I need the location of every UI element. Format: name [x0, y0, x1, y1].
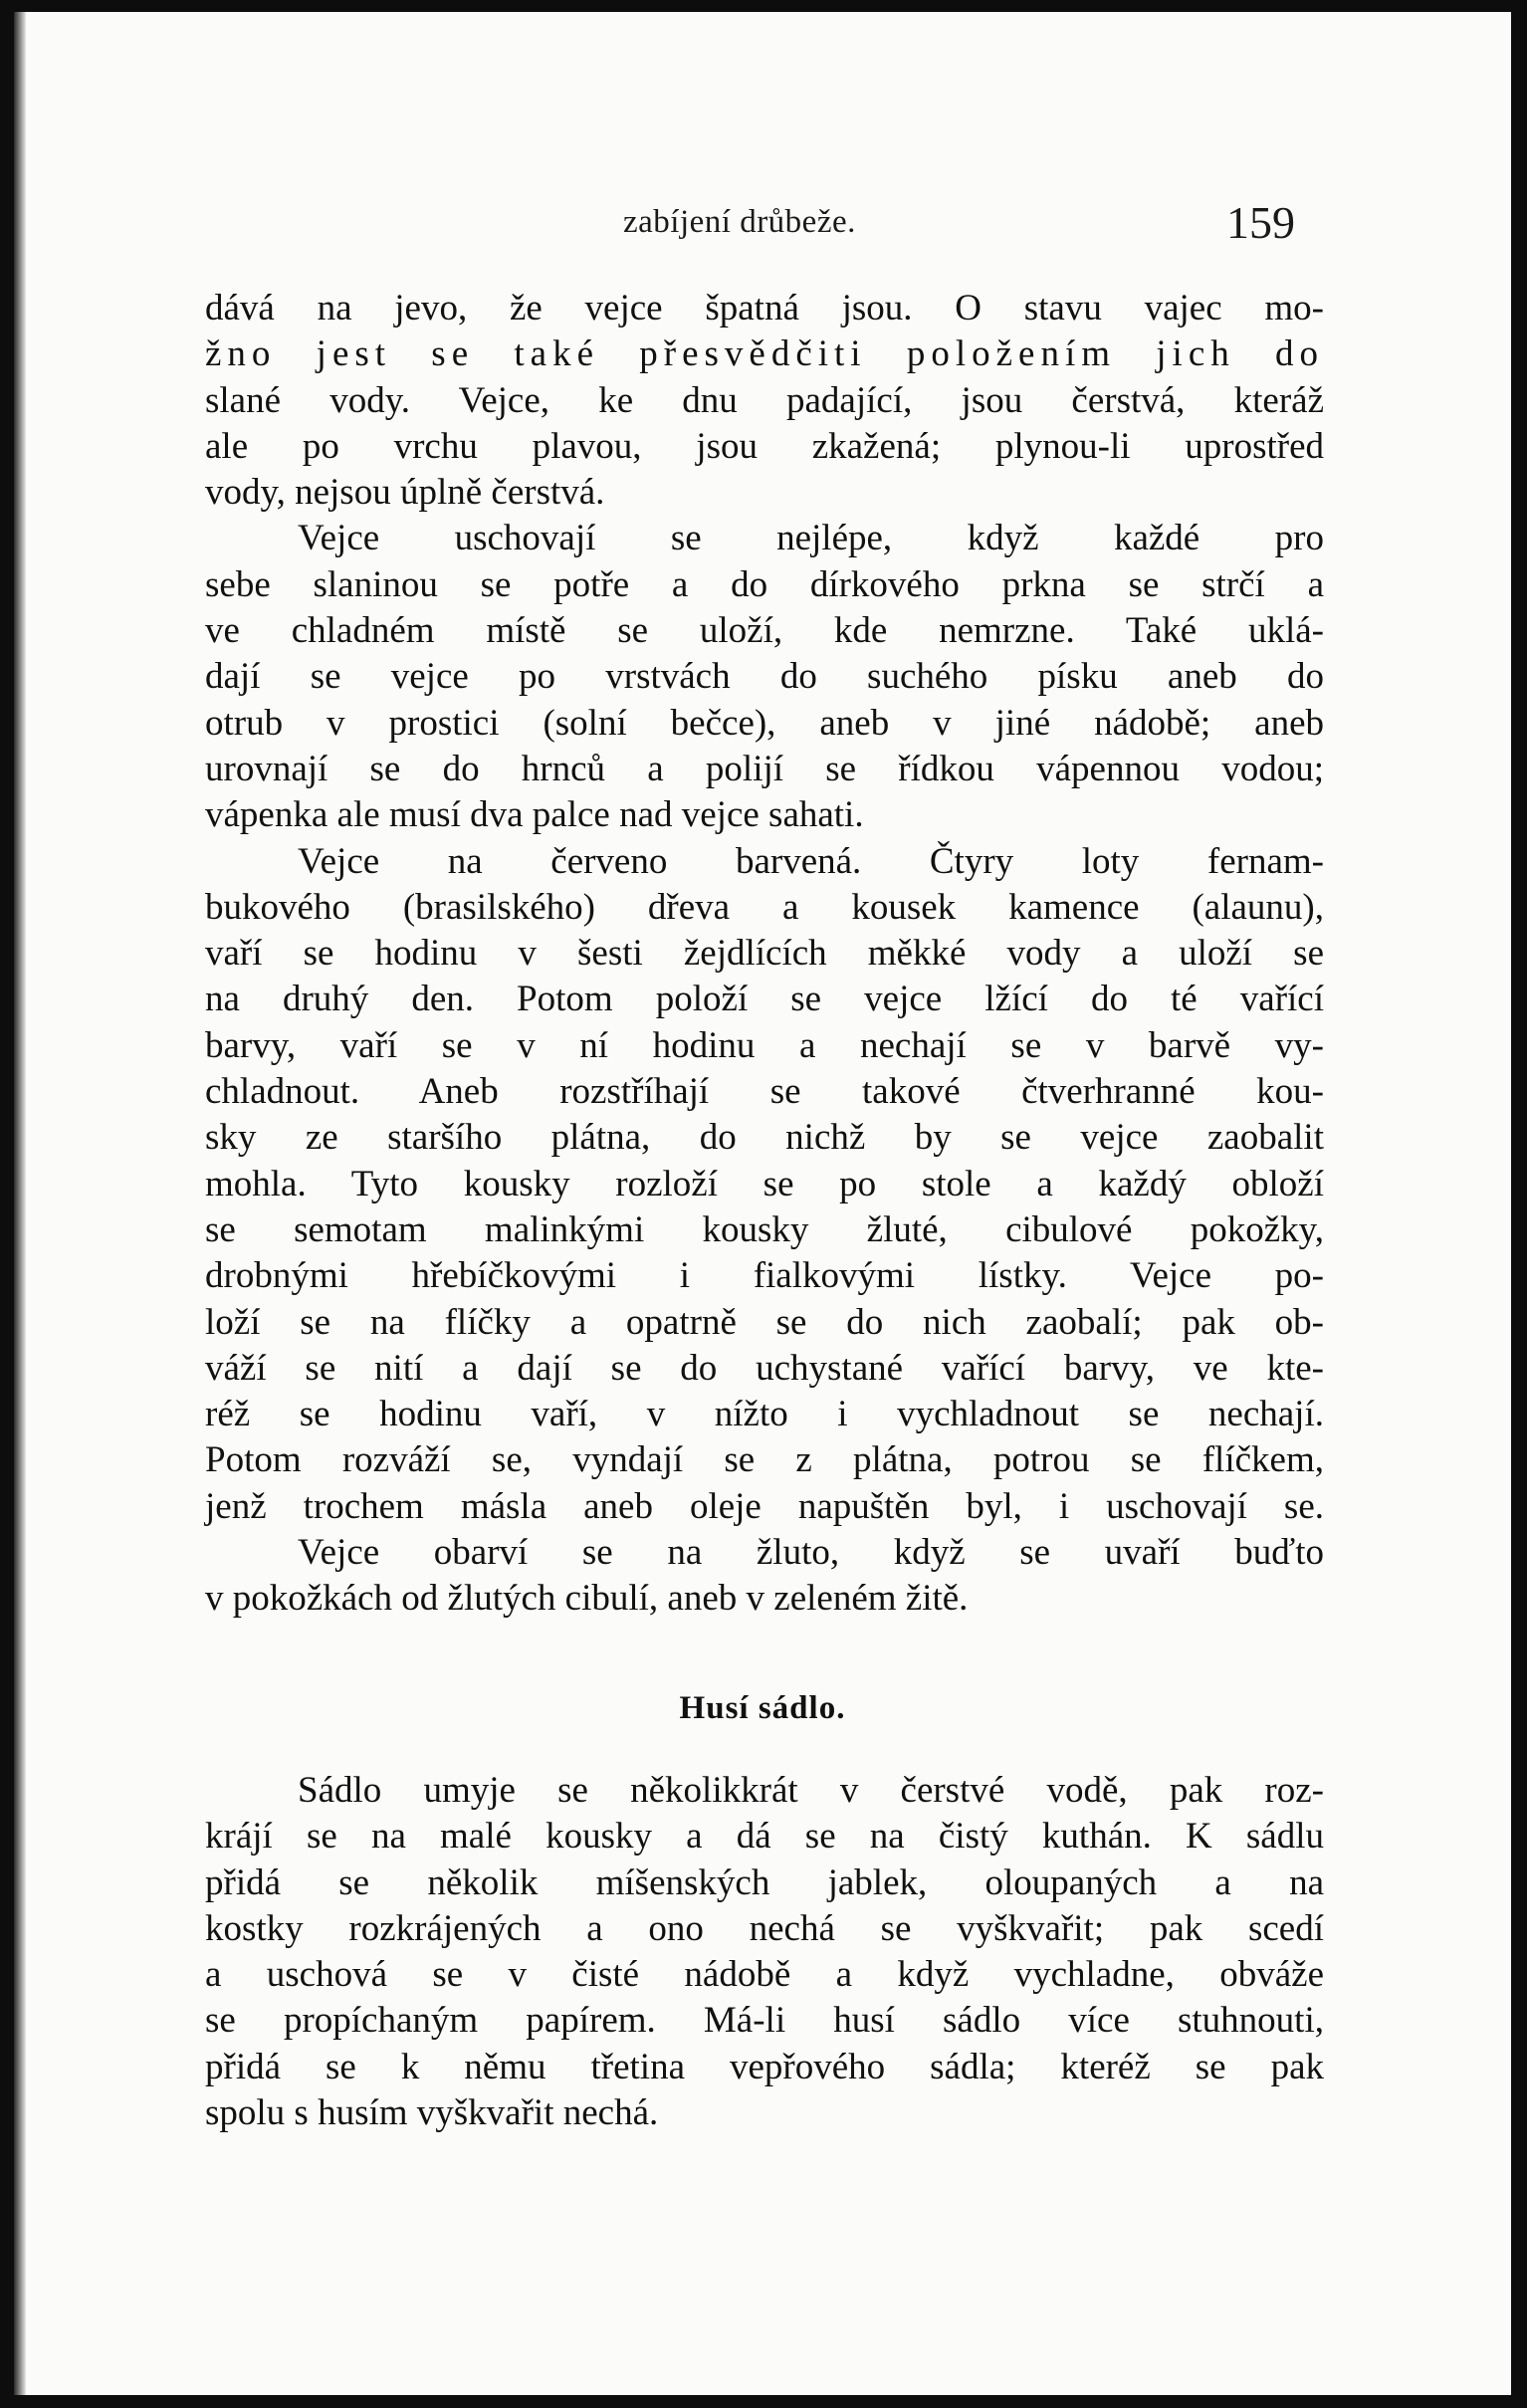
- text-line: Vejce obarví se na žluto, když se uvaří buďto: [298, 1532, 1324, 1574]
- text-line: přidá se k němu třetina vepřového sádla; kteréž se pak: [205, 2046, 1324, 2087]
- text-line: spolu s husím vyškvařit nechá.: [205, 2092, 659, 2134]
- running-title: zabíjení drůbeže.: [623, 204, 856, 240]
- text-line: na druhý den. Potom položí se vejce lžící do té vařící: [205, 979, 1324, 1020]
- text-line: dají se vejce po vrstvách do suchého písku aneb do: [205, 656, 1324, 698]
- text-line: a uschová se v čisté nádobě a když vychladne, obváže: [205, 1954, 1324, 1996]
- section-text: [205, 1768, 1324, 2136]
- text-line: váží se nití a dají se do uchystané vařící barvy, ve kte-: [205, 1347, 1324, 1389]
- text-line: kostky rozkrájených a ono nechá se vyškvařit; pak scedí: [205, 1907, 1324, 1949]
- main-text: [205, 286, 1324, 1623]
- text-line: Potom rozváží se, vyndají se z plátna, potrou se flíčkem,: [205, 1439, 1324, 1481]
- text-line: žno jest se také přesvědčiti položením jich do: [205, 333, 1324, 375]
- text-line: vody, nejsou úplně čerstvá.: [205, 472, 605, 514]
- text-line: vápenka ale musí dva palce nad vejce sahati.: [205, 794, 864, 836]
- text-line: chladnout. Aneb rozstříhají se takové čtverhranné kou-: [205, 1071, 1324, 1113]
- text-line: dává na jevo, že vejce špatná jsou. O stavu vajec mo-: [205, 288, 1324, 328]
- text-line: drobnými hřebíčkovými i fialkovými lístky. Vejce po-: [205, 1255, 1324, 1297]
- text-line: otrub v prostici (solní bečce), aneb v jiné nádobě; aneb: [205, 702, 1324, 744]
- text-line: bukového (brasilského) dřeva a kousek kamence (alaunu),: [205, 886, 1324, 928]
- text-line: ale po vrchu plavou, jsou zkažená; plynou-li uprostřed: [205, 425, 1324, 467]
- text-line: loží se na flíčky a opatrně se do nich zaobalí; pak ob-: [205, 1301, 1324, 1343]
- text-line: vaří se hodinu v šesti žejdlících měkké vody a uloží se: [205, 933, 1324, 975]
- text-line: urovnají se do hrnců a polijí se řídkou vápennou vodou;: [205, 748, 1324, 789]
- book-page: [14, 12, 1511, 2395]
- page-number: 159: [1226, 197, 1295, 248]
- text-line: Vejce uschovají se nejlépe, když každé pro: [298, 518, 1324, 559]
- text-line: barvy, vaří se v ní hodinu a nechají se v barvě vy-: [205, 1024, 1324, 1066]
- text-line: slané vody. Vejce, ke dnu padající, jsou čerstvá, kteráž: [205, 379, 1324, 421]
- text-line: jenž trochem másla aneb oleje napuštěn byl, i uschovají se.: [205, 1485, 1324, 1527]
- text-line: sebe slaninou se potře a do dírkového prkna se strčí a: [205, 563, 1324, 605]
- text-line: Sádlo umyje se několikkrát v čerstvé vodě, pak roz-: [298, 1770, 1324, 1811]
- text-line: se propíchaným papírem. Má-li husí sádlo více stuhnouti,: [205, 2000, 1324, 2042]
- text-line: réž se hodinu vaří, v nížto i vychladnout se nechají.: [205, 1394, 1324, 1435]
- text-line: krájí se na malé kousky a dá se na čistý kuthán. K sádlu: [205, 1816, 1324, 1858]
- text-line: přidá se několik míšenských jablek, oloupaných a na: [205, 1861, 1324, 1903]
- page-spine-edge: [14, 12, 26, 2395]
- text-line: v pokožkách od žlutých cibulí, aneb v zeleném žitě.: [205, 1578, 969, 1620]
- text-line: ve chladném místě se uloží, kde nemrzne. Také uklá-: [205, 610, 1324, 652]
- text-line: mohla. Tyto kousky rozloží se po stole a každý obloží: [205, 1163, 1324, 1204]
- section-heading: Husí sádlo.: [679, 1690, 846, 1726]
- text-line: Vejce na červeno barvená. Čtyry loty fernam-: [298, 840, 1324, 882]
- text-line: sky ze staršího plátna, do nichž by se vejce zaobalit: [205, 1117, 1324, 1159]
- text-line: se semotam malinkými kousky žluté, cibulové pokožky,: [205, 1208, 1324, 1250]
- page-header: [14, 196, 1511, 256]
